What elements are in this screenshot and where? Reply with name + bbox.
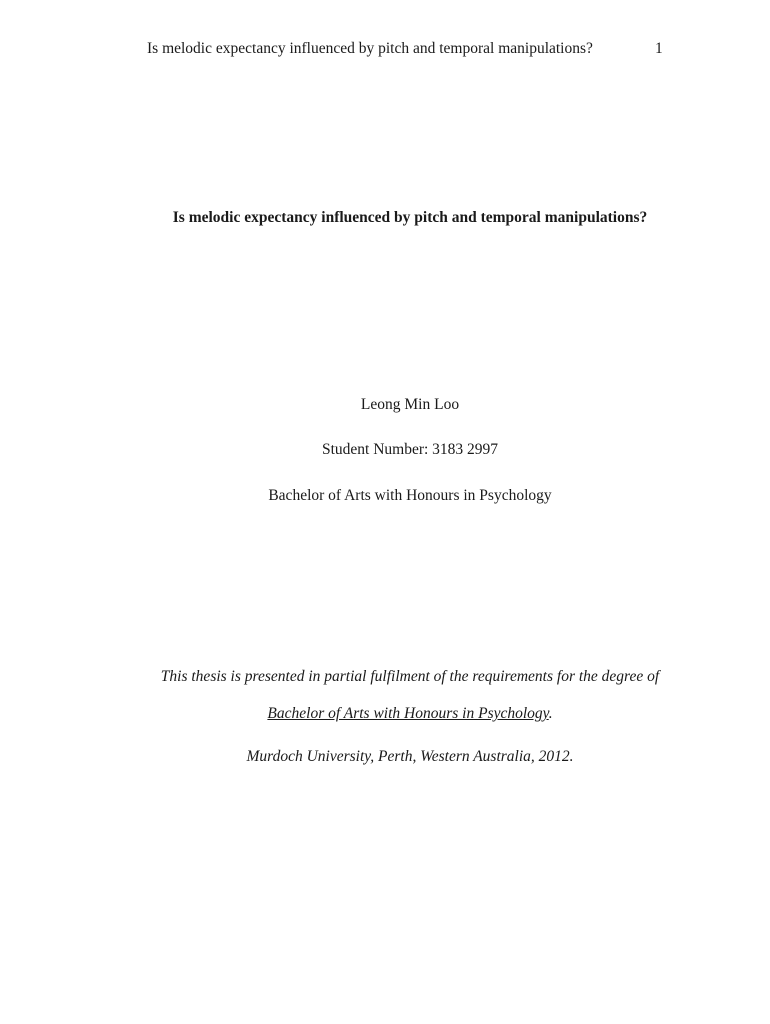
author-name: Leong Min Loo: [360, 396, 460, 413]
thesis-title: Is melodic expectancy influenced by pitch and temporal manipulations?: [172, 209, 648, 226]
degree-name-line: [0, 705, 770, 723]
degree-name: Bachelor of Arts with Honours in Psychology: [267, 705, 549, 722]
student-number: Student Number: 3183 2997: [321, 441, 499, 458]
page-number: 1: [655, 40, 663, 57]
submission-statement: This thesis is presented in partial fulfilment of the requirements for the degree of: [160, 668, 660, 685]
degree-program: Bachelor of Arts with Honours in Psychology: [268, 487, 552, 504]
institution-line: Murdoch University, Perth, Western Australia, 2012.: [246, 748, 574, 765]
running-head: Is melodic expectancy influenced by pitch and temporal manipulations?: [147, 40, 593, 57]
degree-name-suffix: .: [548, 705, 553, 722]
